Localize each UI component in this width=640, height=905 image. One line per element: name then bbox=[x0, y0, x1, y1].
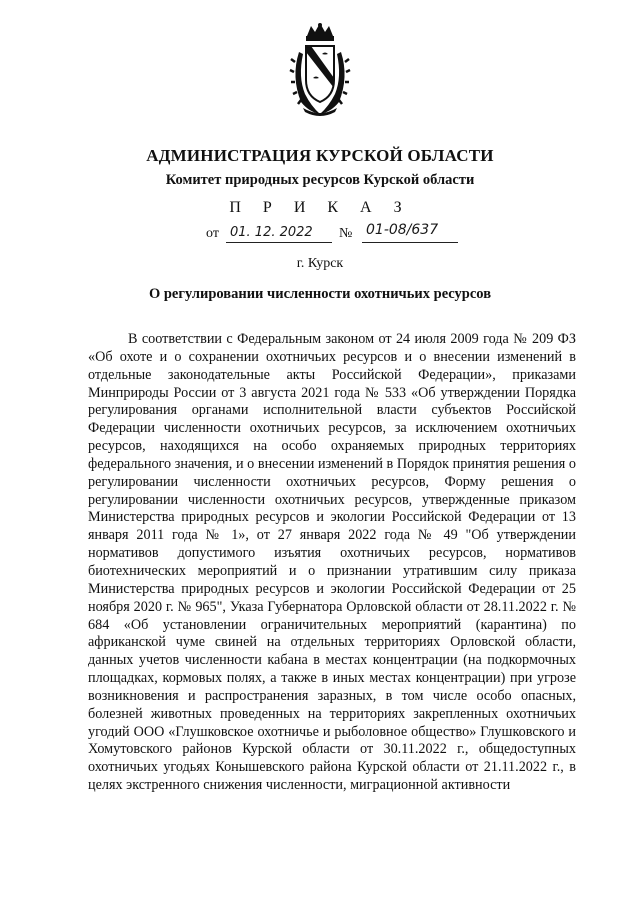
order-subject-heading: О регулировании численности охотничьих ресурсов bbox=[148, 286, 492, 302]
date-prefix-label: от bbox=[206, 226, 219, 241]
body-paragraph: В соответствии с Федеральным законом от 24 июля 2009 года № 209 ФЗ «Об охоте и о сохранении охотничьих ресурсов и о внесении изменений в отдельные законодательные акты Российской Федерации», приказами Минприроды России от 3 августа 2021 года № 533 «Об утверждении Порядка регулирования органами исполнительной власти субъектов Российской Федерации численности охотничьих ресурсов, за исключением охотничьих ресурсов, находящихся на особо охраняемых природных территориях федерального значения, и о внесении изменений в Порядок принятия решения о регулировании численности охотничьих ресурсов, Форму решения о регулировании численности охотничьих ресурсов, утвержденные приказом Министерства природных ресурсов и экологии Российской Федерации от 13 января 2011 года № 1», от 27 января 2022 года № 49 "Об утверждении нормативов допустимого изъятия охотничьих ресурсов, нормативов биотехнических мероприятий и о признании утратившим силу приказа Министерства природных ресурсов и экологии Российской Федерации от 25 ноября 2020 г. № 965", Указа Губернатора Орловской области от 28.11.2022 г. № 684 «Об установлении ограничительных мероприятий (карантина) по африканской чуме свиней на отдельных территориях Орловской области, данных учетов численности кабана в местах концентрации (на подкормочных площадках, кормовых полях, а также в иных местах концентрации) при угрозе возникновения и распространения заразных, в том числе особо опасных, болезней животных проведенных на территориях закрепленных охотничьих угодий ООО «Глушковское охотничье и рыболовное общество» Глушковского и Хомутовского районов Курской области от 30.11.2022 г., общедоступных охотничьих угодьях Конышевского района Курской области от 21.11.2022 г., в целях экстренного снижения численности, миграционной активности bbox=[88, 331, 576, 794]
department-name: Комитет природных ресурсов Курской области bbox=[165, 172, 475, 188]
order-date-number-line bbox=[206, 222, 466, 247]
organization-name: АДМИНИСТРАЦИЯ КУРСКОЙ ОБЛАСТИ bbox=[146, 146, 494, 165]
number-label: № bbox=[339, 226, 353, 241]
number-underline bbox=[362, 242, 458, 243]
order-date-handwritten: 01. 12. 2022 bbox=[230, 225, 313, 240]
document-type-title: П Р И К А З bbox=[229, 199, 411, 216]
document-body bbox=[88, 331, 576, 795]
city-name: г. Курск bbox=[296, 256, 344, 271]
date-underline bbox=[226, 242, 332, 243]
coat-of-arms-emblem bbox=[289, 22, 351, 118]
order-number-handwritten: 01-08/637 bbox=[366, 222, 439, 238]
